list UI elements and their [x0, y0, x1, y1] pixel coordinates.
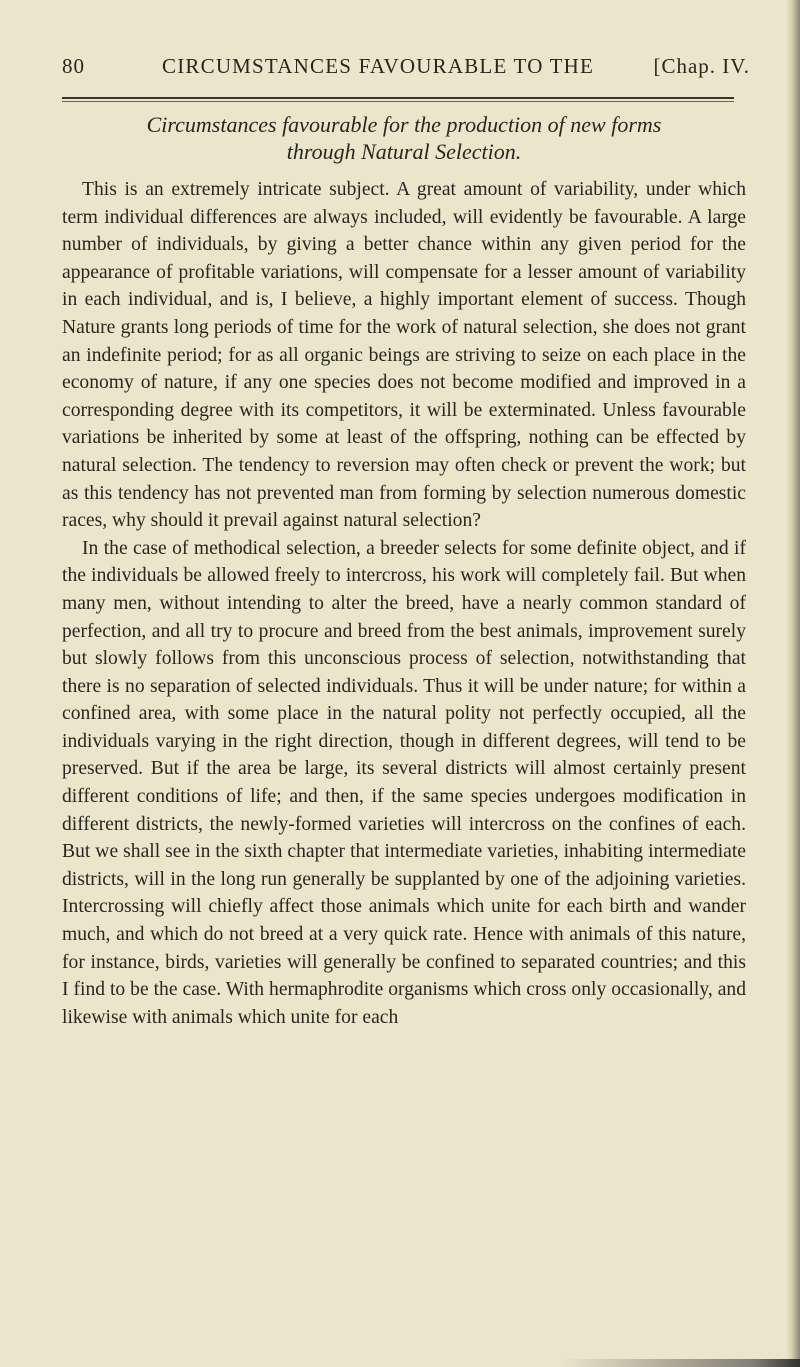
- page-bottom-shadow: [560, 1359, 800, 1367]
- chapter-reference: [Chap. IV.: [653, 54, 750, 78]
- section-heading: [62, 111, 746, 165]
- page-edge-shadow: [786, 0, 800, 1367]
- body-text: [62, 176, 746, 1031]
- section-heading-line-2: through Natural Selection.: [286, 139, 522, 164]
- page-header: [62, 54, 750, 84]
- header-rule-thick: [62, 97, 734, 99]
- paragraph-1: This is an extremely intricate subject. A great amount of variability, under which term individual differences are always included, will evidently be favourable. A large number of individuals, by giving a better chance within any given period for the appearance of profitable variations, will compensate for a lesser amount of variability in each individual, and is, I believe, a highly important element of success. Though Nature grants long periods of time for the work of natural selection, she does not grant an indefinite period; for as all organic beings are striving to seize on each place in the economy of nature, if any one species does not become modified and improved in a corresponding degree with its competitors, it will be exterminated. Unless favourable variations be inherited by some at least of the offspring, nothing can be effected by natural selection. The tendency to reversion may often check or prevent the work; but as this tendency has not prevented man from forming by selection numerous domestic races, why should it prevail against natural selection?: [62, 179, 746, 532]
- section-heading-line-1: Circumstances favourable for the production of new forms: [146, 112, 662, 137]
- page-number: 80: [62, 54, 85, 78]
- running-head: CIRCUMSTANCES FAVOURABLE TO THE: [162, 54, 595, 78]
- header-rule-thin: [62, 101, 734, 102]
- paragraph-2: In the case of methodical selection, a breeder selects for some definite object, and if the individuals be allowed freely to intercross, his work will completely fail. But when many men, without intending to alter the breed, have a nearly common standard of perfection, and all try to procure and breed from the best animals, improvement surely but slowly follows from this unconscious process of selection, notwithstanding that there is no separation of selected individuals. Thus it will be under nature; for within a confined area, with some place in the natural polity not perfectly occupied, all the individuals varying in the right direction, though in different degrees, will tend to be preserved. But if the area be large, its several districts will almost certainly present different conditions of life; and then, if the same species undergoes modification in different districts, the newly-formed varieties will intercross on the confines of each. But we shall see in the sixth chapter that intermediate varieties, inhabiting intermediate districts, will in the long run generally be supplanted by one of the adjoining varieties. Intercrossing will chiefly affect those animals which unite for each birth and wander much, and which do not breed at a very quick rate. Hence with animals of this nature, for instance, birds, varieties will generally be confined to separated countries; and this I find to be the case. With hermaphrodite organisms which cross only occasionally, and likewise with animals which unite for each: [62, 537, 746, 1028]
